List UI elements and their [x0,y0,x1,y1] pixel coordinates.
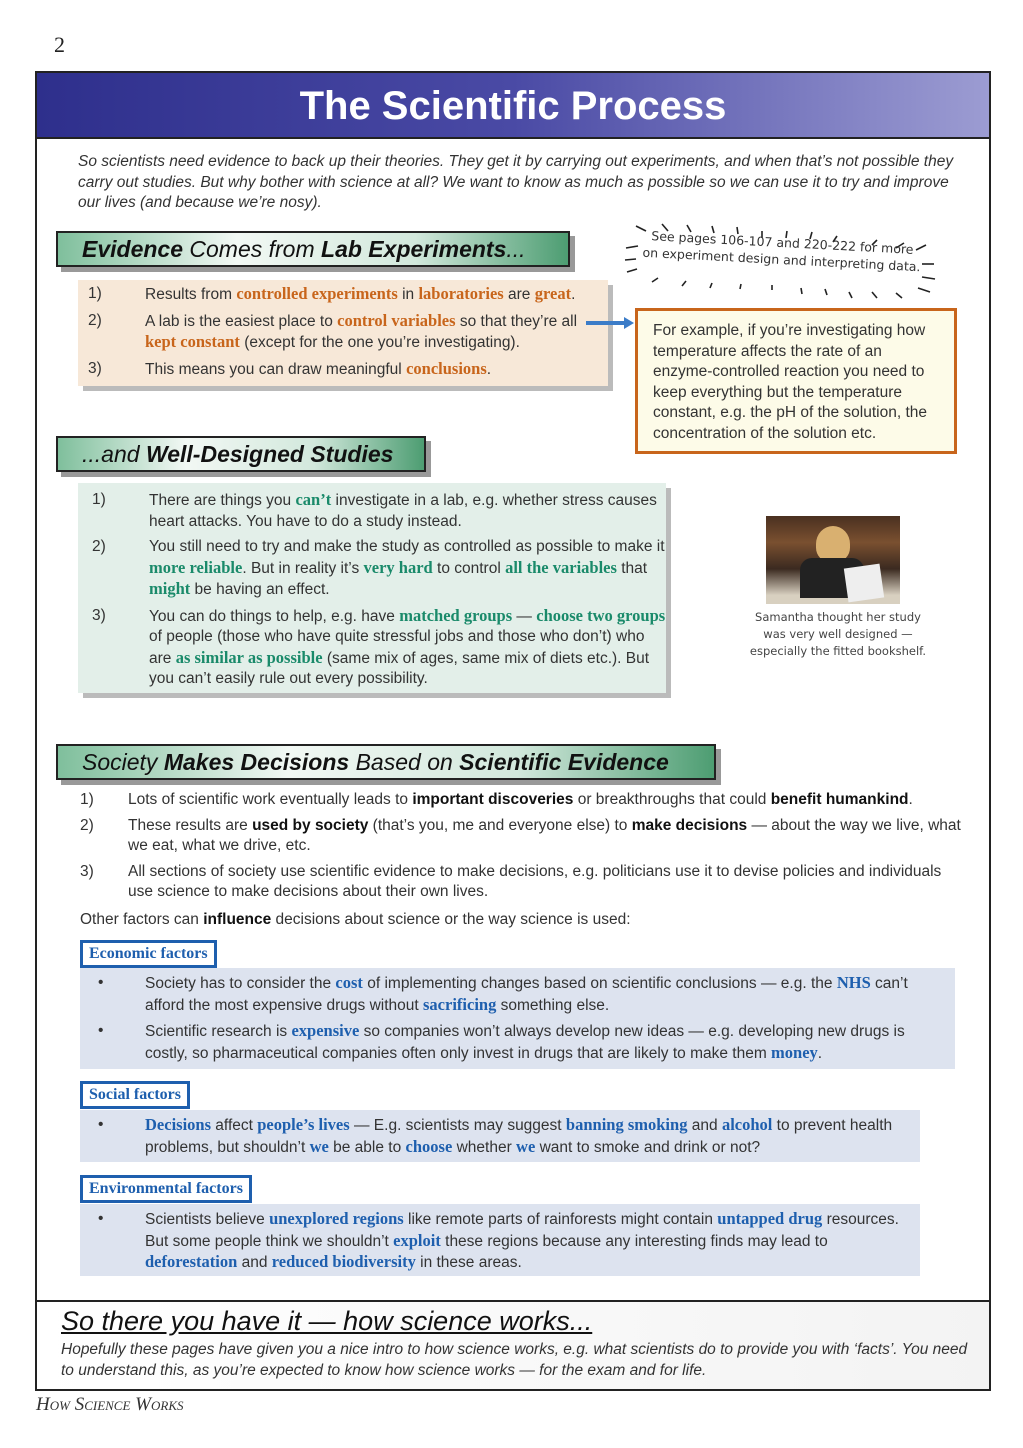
text-segment: like remote parts of rainforests might contain [403,1211,718,1228]
emphasis-text: choose two groups [536,605,666,625]
bullet-icon: • [98,974,104,991]
emphasis-text: Well-Designed Studies [145,441,394,467]
text-segment: There are things you [149,492,296,509]
list-item [80,862,970,903]
text-segment: of implementing changes based on scientific conclusions — e.g. the [362,975,837,992]
emphasis-text: alcohol [721,1115,773,1134]
emphasis-text: Decisions [145,1115,211,1134]
bullet-item [80,1021,955,1064]
section-heading-lab [56,231,570,267]
item-number: 1) [88,285,102,302]
section-heading-studies [56,436,426,472]
item-text [145,284,575,306]
economic-factors-box [80,968,955,1069]
text-segment: You still need to try and make the study as controlled as possible to make it [149,538,665,555]
list-item [88,284,608,306]
emphasis-text: people’s lives [257,1115,350,1134]
list-item [88,359,608,381]
text-segment: investigate in a lab, e.g. whether stress causes heart attacks. You have to do a study instead. [149,492,657,530]
item-number: 2) [80,816,94,834]
text-segment: so companies won’t always develop new ideas — e.g. developing new drugs is costly, so pharmaceutical companies often only invest in drugs that are likely to make them [145,1023,905,1062]
text-segment: Based on [349,749,460,775]
text-segment: All sections of society use scientific evidence to make decisions, e.g. politicians use it to devise policies and individuals use science to make decisions about their own lives. [128,862,942,900]
emphasis-text: sacrificing [423,994,497,1014]
item-number: 1) [80,791,94,808]
text-segment: . [908,791,913,808]
text-segment: You can do things to help, e.g. have [149,607,400,625]
bullet-icon: • [98,1022,104,1039]
social-factors-box [80,1110,920,1162]
text-segment: or breakthroughs that could [573,791,771,808]
text-segment: are [503,286,535,303]
photo-figure-head [816,526,850,562]
item-text [145,311,608,354]
emphasis-text: matched groups [399,605,513,625]
text-segment: in these areas. [415,1254,522,1271]
society-list [80,790,970,908]
other-factors-text [80,911,631,929]
summary-box [37,1300,989,1389]
text-segment: (same mix of ages, same mix of diets etc.). But you can’t easily rule out every possibility. [149,649,650,687]
text-segment: want to smoke and drink or not? [535,1138,761,1156]
list-item [80,816,970,857]
emphasis-text: banning smoking [565,1115,688,1134]
bullet-text [145,1115,920,1158]
emphasis-text: can’t [295,490,332,509]
callout-text: See pages 106-107 and 220-222 for more on experiment design and interpreting data. [642,228,921,275]
text-segment: (except for the one you’re investigating). [239,334,520,351]
text-segment: be having an effect. [190,581,330,598]
emphasis-text: all the variables [505,557,617,577]
emphasis-text: cost [335,973,363,992]
item-text [145,359,491,381]
text-segment: resources. But some people think we shouldn’t [145,1211,899,1250]
text-segment: . [571,286,576,303]
emphasis-text: very hard [363,557,433,577]
emphasis-text: conclusions [406,358,487,378]
summary-text: Hopefully these pages have given you a nice intro to how science works, e.g. what scientists do to provide you with ‘facts’. You need to understand this, as you’re expected to know how science works — for the exam and for life. [61,1341,968,1379]
text-segment: Lots of scientific work eventually leads to [128,791,413,808]
emphasis-text: expensive [291,1021,360,1040]
intro-text: So scientists need evidence to back up their theories. They get it by carrying out experiments, and when that’s not possible they carry out studies. But why bother with science at all? We want to know as much as possible so we can use it to try and improve our lives (and because we’re nosy). [78,153,954,211]
text-segment: — E.g. scientists may suggest [349,1117,566,1134]
text-segment: Comes from [183,236,322,262]
social-factors-label: Social factors [80,1081,190,1109]
emphasis-text: benefit humankind [770,791,909,808]
item-text [149,490,666,532]
text-segment: to control [432,559,506,577]
photo-paper [844,564,884,603]
text-segment: A lab is the easiest place to [145,312,338,330]
bullet-text [145,1209,920,1274]
emphasis-text: exploit [393,1230,441,1250]
emphasis-text: Lab Experiments [321,236,507,262]
text-segment: something else. [496,996,610,1014]
photo-woman-studying [766,516,900,604]
list-item [92,490,666,532]
lab-list [78,280,608,386]
emphasis-text: important discoveries [412,791,574,808]
studies-list [78,483,666,693]
text-segment: . [817,1044,823,1062]
text-segment: These results are [128,816,253,834]
emphasis-text: deforestation [145,1252,238,1271]
emphasis-text: NHS [836,973,871,992]
text-segment: (that’s you, me and everyone else) to [368,816,632,834]
item-number: 1) [92,491,106,508]
emphasis-text: influence [203,911,272,928]
bullet-item [80,1209,920,1274]
see-pages-callout [622,222,942,300]
text-segment: of people (those who have quite stressful jobs and those who don’t) who are [149,628,645,667]
emphasis-text: might [149,579,191,598]
text-segment: in [397,286,419,303]
emphasis-text: Evidence [82,236,183,262]
text-segment: affect [211,1117,258,1134]
item-number: 3) [80,862,94,880]
item-number: 3) [88,359,102,377]
bullet-icon: • [98,1116,104,1133]
item-text [149,537,666,601]
text-segment: so that they’re all [455,312,578,330]
item-number: 2) [92,538,106,555]
text-segment: . [486,360,492,378]
emphasis-text: make decisions [631,816,748,834]
emphasis-text: Makes Decisions [163,749,350,775]
text-segment: Scientists believe [145,1211,270,1228]
emphasis-text: money [771,1042,818,1062]
text-segment: Society [82,749,164,775]
text-segment: — [512,607,537,625]
text-segment: Results from [145,286,237,303]
economic-factors-label: Economic factors [80,940,217,968]
emphasis-text: laboratories [418,284,504,303]
page-number: 2 [54,32,65,57]
photo-caption: Samantha thought her study was very well designed — especially the fitted bookshelf. [749,610,927,658]
emphasis-text: great [534,284,572,303]
emphasis-text: Scientific Evidence [459,749,669,775]
text-segment: ... [506,236,526,262]
bullet-item [80,973,955,1016]
list-item [88,311,608,354]
section-heading-society [56,744,716,780]
item-number: 3) [92,606,106,624]
footer-section-name: How Science Works [36,1394,184,1415]
text-segment: Other factors can [80,911,204,928]
bullet-icon: • [98,1210,104,1227]
text-segment: and [687,1117,722,1134]
text-segment: can’t afford the most expensive drugs without [145,975,908,1014]
example-box: For example, if you’re investigating how temperature affects the rate of an enzyme-controlled reaction you need to keep everything but the temperature constant, e.g. the pH of the solution, the concentration of the solution etc. [635,308,957,454]
summary-heading: So there you have it — how science works... [61,1306,593,1336]
text-segment: . But in reality it’s [242,559,364,577]
emphasis-text: control variables [337,310,456,330]
text-segment: be able to [328,1138,406,1156]
emphasis-text: we [309,1136,329,1156]
text-segment: Society has to consider the [145,975,336,992]
bullet-text [145,973,955,1016]
environmental-factors-label: Environmental factors [80,1175,252,1203]
text-segment: these regions because any interesting finds may lead to [440,1232,828,1250]
item-text [128,862,970,903]
emphasis-text: reduced biodiversity [271,1252,416,1271]
emphasis-text: choose [405,1136,453,1156]
emphasis-text: we [516,1136,536,1156]
emphasis-text: kept constant [145,332,240,351]
text-segment: ...and [82,441,146,467]
text-segment: to prevent health problems, but shouldn’t [145,1117,893,1156]
list-item [80,790,970,811]
item-text [128,790,913,811]
text-segment: and [237,1254,272,1271]
text-segment: This means you can draw meaningful [145,360,407,378]
text-segment: decisions about science or the way science is used: [271,911,631,928]
page-title: The Scientific Process [299,84,727,128]
list-item [92,606,666,690]
list-item [92,537,666,601]
text-segment: that [616,559,648,577]
emphasis-text: untapped drug [717,1209,823,1228]
emphasis-text: more reliable [149,557,243,577]
title-bar [37,73,989,139]
item-text [128,816,970,857]
emphasis-text: unexplored regions [269,1209,404,1228]
text-segment: whether [452,1138,517,1156]
text-segment: Scientific research is [145,1023,292,1040]
text-segment: — about the way we live, what we eat, what we drive, etc. [128,816,961,854]
emphasis-text: controlled experiments [236,284,398,303]
bullet-item [80,1115,920,1158]
arrow-icon [586,316,636,330]
bullet-text [145,1021,955,1064]
emphasis-text: used by society [252,816,369,834]
item-text [149,606,666,690]
environmental-factors-box [80,1204,920,1276]
item-number: 2) [88,311,102,329]
emphasis-text: as similar as possible [175,647,323,667]
